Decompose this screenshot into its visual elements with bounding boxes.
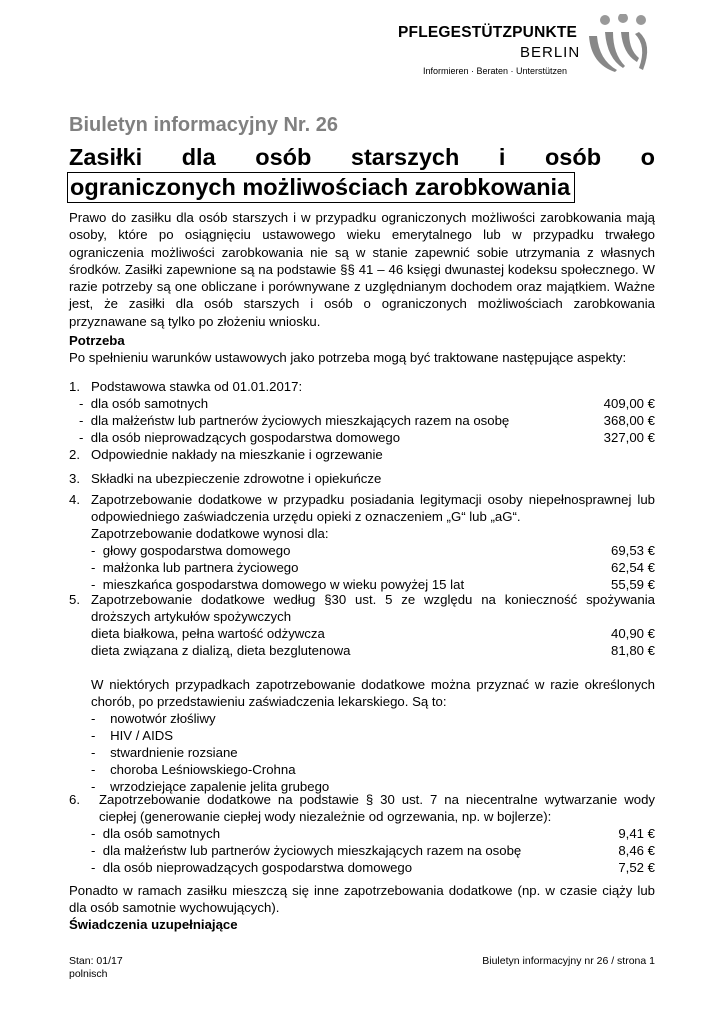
row-label: głowy gospodarstwa domowego	[102, 543, 291, 558]
item-text: Zapotrzebowanie dodatkowe według §30 ust. 5 ze względu na konieczność spożywania droższych artykułów spożywczych	[91, 592, 655, 624]
list-item-2	[69, 446, 655, 463]
disease-item: nowotwór złośliwy	[110, 711, 216, 726]
row-label: dla małżeństw lub partnerów życiowych mieszkających razem na osobę	[102, 843, 522, 858]
row-value: 7,52 €	[618, 860, 655, 875]
list-item-1: 1. Podstawowa stawka od 01.01.2017: - dla osób samotnych 409,00 € - dla małżeństw lub partnerów życiowych mieszkających razem na osobę 368,00 € - dla osób nieprowadzących gospodarstwa domowego 327,00 €	[69, 379, 655, 445]
page-title-line2: ograniczonych możliwościach zarobkowania	[67, 172, 575, 203]
item-subtext: Zapotrzebowanie dodatkowe wynosi dla:	[91, 526, 329, 541]
row-value: 368,00 €	[603, 413, 655, 428]
item-text: Odpowiednie nakłady na mieszkanie i ogrzewanie	[91, 447, 383, 462]
list-item-6: 6. Zapotrzebowanie dodatkowe na podstawie § 30 ust. 7 na niecentralne wytwarzanie wody ciepłej (generowanie ciepłej wody niezależnie od ogrzewania, np. w bojlerze): - dla osób samotnych 9,41 € - dla małżeństw lub partnerów życiowych mieszkających razem na osobę 8,46 € - dla osób nieprowadzących gospodarstwa domowego 7,52 €	[69, 792, 655, 875]
item-text: Zapotrzebowanie dodatkowe w przypadku posiadania legitymacji osoby niepełnosprawnej lub odpowiedniego zaświadczenia urzędu opieki z oznaczeniem „G“ lub „aG“.	[91, 492, 655, 524]
row-value: 55,59 €	[611, 577, 655, 592]
list-item-5: 5. Zapotrzebowanie dodatkowe według §30 ust. 5 ze względu na konieczność spożywania droższych artykułów spożywczych dieta białkowa, pełna wartość odżywcza 40,90 € dieta związana z dializą, dieta bezglutenowa 81,80 € W niektórych przypadkach zapotrzebowanie dodatkowe można przyznać w razie określonych chorób, po przedstawieniu zaświadczenia lekarskiego. Są to: - nowotwór złośliwy - HIV / AIDS - stwardnienie rozsiane - choroba Leśniowskiego-Crohna - wrzodziejące zapalenie jelita grubego	[69, 592, 655, 794]
logo-line2: BERLIN	[520, 44, 581, 61]
section-potrzeba	[69, 332, 655, 366]
disease-item: HIV / AIDS	[110, 728, 174, 743]
item-number: 5.	[69, 592, 80, 607]
row-value: 9,41 €	[618, 826, 655, 841]
item-text: Zapotrzebowanie dodatkowe na podstawie § 30 ust. 7 na niecentralne wytwarzanie wody ciepłej (generowanie ciepłej wody niezależnie od ogrzewania, np. w bojlerze):	[99, 792, 655, 824]
page-title-line1: Zasiłki dla osób starszych i osób o	[69, 144, 655, 170]
item-number: 3.	[69, 471, 80, 486]
logo-tagline: Informieren · Beraten · Unterstützen	[423, 66, 568, 76]
footer-page: Biuletyn informacyjny nr 26 / strona 1	[482, 955, 655, 967]
item-label: Podstawowa stawka od 01.01.2017:	[91, 379, 303, 394]
footer-lang: polnisch	[69, 968, 108, 980]
row-value: 69,53 €	[611, 543, 655, 558]
footer-stan: Stan: 01/17	[69, 955, 123, 967]
intro-paragraph: Prawo do zasiłku dla osób starszych i w przypadku ograniczonych możliwości zarobkowania mają osoby, które po osiągnięciu ustawowego wieku emerytalnego lub w przypadku trwałego ograniczenia możliwości zarobkowania nie są w stanie zapewnić sobie utrzymania z własnych środków. Zasiłki zapewnione są na podstawie §§ 41 – 46 księgi dwunastej kodeksu społecznego. W razie potrzeby są one obliczane i porównywane z uzględnianym dochodem oraz majątkiem. Ważne jest, że zasiłki dla osób starszych i osób o ograniczonych możliwościach zarobkowania przyznawane są tylko po złożeniu wniosku.	[69, 210, 655, 329]
disease-item: wrzodziejące zapalenie jelita grubego	[110, 779, 330, 794]
section-text: Po spełnieniu warunków ustawowych jako potrzeba mogą być traktowane następujące aspekty:	[69, 350, 627, 365]
item-number: 6.	[69, 792, 80, 807]
row-label: dieta związana z dializą, dieta bezglutenowa	[91, 643, 351, 658]
row-value: 62,54 €	[611, 560, 655, 575]
row-label: dla osób nieprowadzących gospodarstwa domowego	[90, 430, 401, 445]
row-value: 8,46 €	[618, 843, 655, 858]
closing-paragraph: Ponadto w ramach zasiłku mieszczą się inne zapotrzebowania dodatkowe (np. w czasie ciąży lub dla osób samotnie wychowujących).	[69, 883, 655, 915]
item-number: 2.	[69, 447, 80, 462]
row-label: mieszkańca gospodarstwa domowego w wieku powyżej 15 lat	[102, 577, 465, 592]
row-label: dla małżeństw lub partnerów życiowych mieszkających razem na osobę	[90, 413, 510, 428]
item-note: W niektórych przypadkach zapotrzebowanie dodatkowe można przyznać w razie określonych chorób, po przedstawieniu zaświadczenia lekarskiego. Są to:	[91, 677, 655, 709]
row-label: dla osób samotnych	[102, 826, 221, 841]
row-value: 40,90 €	[611, 626, 655, 641]
logo-line1: PFLEGESTÜTZPUNKTE	[398, 24, 578, 41]
section-heading: Potrzeba	[69, 333, 125, 348]
logo	[385, 14, 660, 78]
row-label: dla osób samotnych	[90, 396, 209, 411]
row-value: 81,80 €	[611, 643, 655, 658]
row-label: dla osób nieprowadzących gospodarstwa domowego	[102, 860, 413, 875]
bulletin-subtitle: Biuletyn informacyjny Nr. 26	[69, 114, 338, 136]
row-label: małżonka lub partnera życiowego	[102, 560, 299, 575]
people-logo-icon	[587, 14, 657, 76]
row-value: 327,00 €	[603, 430, 655, 445]
list-item-4: 4. Zapotrzebowanie dodatkowe w przypadku posiadania legitymacji osoby niepełnosprawnej lub odpowiedniego zaświadczenia urzędu opieki z oznaczeniem „G“ lub „aG“. Zapotrzebowanie dodatkowe wynosi dla: - głowy gospodarstwa domowego 69,53 € - małżonka lub partnera życiowego 62,54 € - mieszkańca gospodarstwa domowego w wieku powyżej 15 lat 55,59 €	[69, 492, 655, 592]
item-text: Składki na ubezpieczenie zdrowotne i opiekuńcze	[91, 471, 382, 486]
disease-item: choroba Leśniowskiego-Crohna	[110, 762, 296, 777]
row-label: dieta białkowa, pełna wartość odżywcza	[91, 626, 325, 641]
disease-item: stwardnienie rozsiane	[110, 745, 238, 760]
row-value: 409,00 €	[603, 396, 655, 411]
section-heading-swiadczenia: Świadczenia uzupełniające	[69, 917, 238, 932]
item-number: 4.	[69, 492, 80, 507]
item-number: 1.	[69, 379, 80, 394]
footer-left	[69, 955, 123, 981]
list-item-3	[69, 470, 655, 487]
